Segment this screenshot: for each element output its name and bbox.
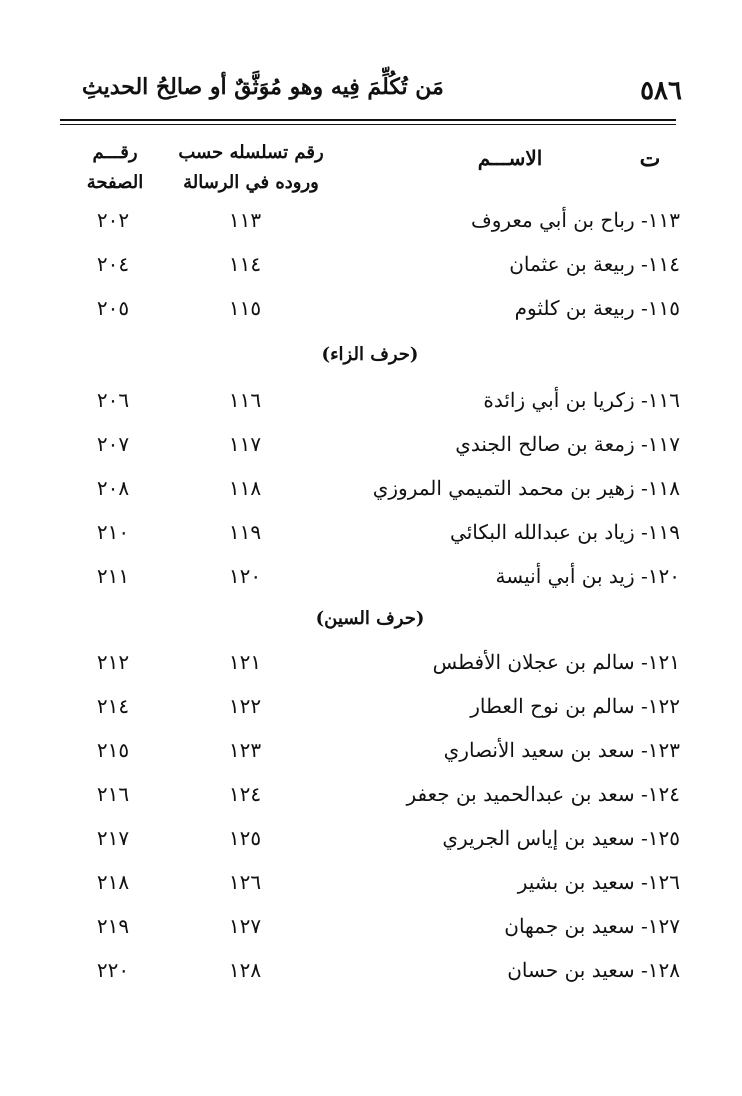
entry-order: ١٢٤ (228, 782, 262, 806)
entry-row (60, 958, 680, 998)
entry-page: ٢١٨ (96, 870, 130, 894)
entry-row (60, 914, 680, 954)
entry-row (60, 738, 680, 778)
entry-row (60, 650, 680, 690)
entry-page: ٢١٠ (96, 520, 130, 544)
entry-page: ٢٢٠ (96, 958, 130, 982)
column-header-number: ت (639, 146, 661, 172)
entry-page: ٢٠٨ (96, 476, 130, 500)
entry-order: ١١٣ (228, 208, 262, 232)
column-header-page-line1: رقـــم (92, 142, 138, 163)
running-head (60, 70, 682, 114)
entry-row (60, 252, 680, 292)
entry-order: ١٢٦ (228, 870, 262, 894)
entry-page: ٢١٥ (96, 738, 130, 762)
entry-page: ٢٠٤ (96, 252, 130, 276)
entry-page: ٢١١ (96, 564, 130, 588)
entry-name: ١١٣- رباح بن أبي معروف (470, 208, 680, 232)
entry-order: ١١٩ (228, 520, 262, 544)
entry-order: ١٢٢ (228, 694, 262, 718)
entry-row (60, 432, 680, 472)
column-header-order-line2: وروده في الرسالة (183, 172, 319, 193)
running-title: مَن تُكُلِّمَ فِيه وهو مُوَثَّقٌ أو صالِحُ الحديثِ (82, 74, 444, 100)
entry-name: ١١٧- زمعة بن صالح الجندي (455, 432, 680, 456)
entry-name: ١١٤- ربيعة بن عثمان (509, 252, 680, 276)
entry-row (60, 826, 680, 866)
header-rule-thin (60, 124, 676, 125)
entry-order: ١١٦ (228, 388, 262, 412)
entry-page: ٢١٦ (96, 782, 130, 806)
entry-row (60, 694, 680, 734)
entry-row (60, 520, 680, 560)
entry-order: ١١٤ (228, 252, 262, 276)
entry-row (60, 782, 680, 822)
entry-page: ٢١٧ (96, 826, 130, 850)
column-header-order (166, 138, 336, 198)
entry-name: ١٢٤- سعد بن عبدالحميد بن جعفر (406, 782, 680, 806)
entry-name: ١٢٠- زيد بن أبي أنيسة (495, 564, 680, 588)
entry-name: ١٢٣- سعد بن سعيد الأنصاري (443, 738, 680, 762)
entry-name: ١١٦- زكريا بن أبي زائدة (483, 388, 680, 412)
entry-row (60, 388, 680, 428)
header-rule-thick (60, 119, 676, 121)
entry-name: ١٢١- سالم بن عجلان الأفطس (432, 650, 680, 674)
entry-name: ١١٨- زهير بن محمد التميمي المروزي (372, 476, 680, 500)
entry-page: ٢١٩ (96, 914, 130, 938)
entry-page: ٢١٤ (96, 694, 130, 718)
entry-order: ١٢٠ (228, 564, 262, 588)
entry-name: ١٢٥- سعيد بن إياس الجريري (442, 826, 680, 850)
section-heading-sin: (حرف السين) (315, 608, 425, 629)
entry-order: ١٢٣ (228, 738, 262, 762)
entry-order: ١٢٧ (228, 914, 262, 938)
entry-name: ١٢٦- سعيد بن بشير (517, 870, 680, 894)
entry-order: ١٢٨ (228, 958, 262, 982)
column-header-page (70, 138, 160, 198)
entry-row (60, 476, 680, 516)
entry-page: ٢٠٢ (96, 208, 130, 232)
entry-page: ٢٠٧ (96, 432, 130, 456)
section-heading-zay: (حرف الزاء) (321, 344, 419, 365)
entry-row (60, 870, 680, 910)
page-number: ٥٨٦ (640, 76, 682, 106)
entry-name: ١٢٢- سالم بن نوح العطار (470, 694, 680, 718)
entry-name: ١٢٨- سعيد بن حسان (507, 958, 680, 982)
entry-order: ١٢١ (228, 650, 262, 674)
entry-row (60, 208, 680, 248)
column-header-order-line1: رقم تسلسله حسب (178, 142, 324, 163)
entry-page: ٢٠٥ (96, 296, 130, 320)
entry-name: ١١٩- زياد بن عبدالله البكائي (450, 520, 680, 544)
entry-order: ١١٨ (228, 476, 262, 500)
entry-name: ١١٥- ربيعة بن كلثوم (514, 296, 680, 320)
entry-row (60, 564, 680, 604)
entry-order: ١٢٥ (228, 826, 262, 850)
entry-row (60, 296, 680, 336)
entry-page: ٢١٢ (96, 650, 130, 674)
entry-page: ٢٠٦ (96, 388, 130, 412)
entry-order: ١١٥ (228, 296, 262, 320)
column-header-name: الاســـم (477, 146, 543, 170)
entry-name: ١٢٧- سعيد بن جمهان (504, 914, 680, 938)
entry-order: ١١٧ (228, 432, 262, 456)
column-header-page-line2: الصفحة (86, 172, 144, 193)
